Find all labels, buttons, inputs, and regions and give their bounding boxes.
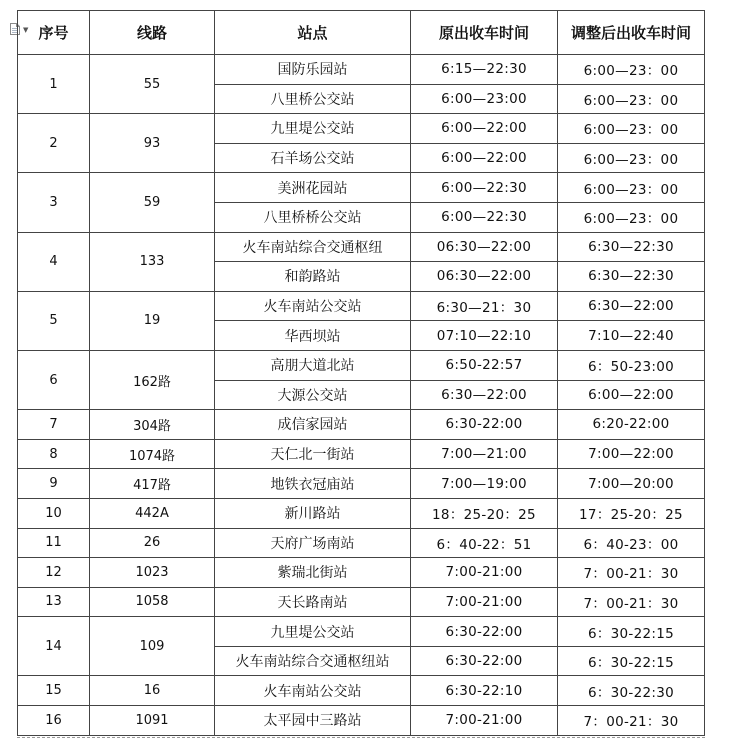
cell-route: 93	[90, 114, 215, 173]
cell-seq: 14	[18, 617, 90, 676]
table-row	[18, 498, 705, 528]
table-row	[18, 587, 705, 617]
cell-route: 1074路	[90, 439, 215, 469]
cell-stop: 天府广场南站	[215, 528, 411, 558]
cell-stop: 八里桥桥公交站	[215, 202, 411, 232]
cell-seq: 15	[18, 676, 90, 706]
cell-new-time: 6:30—22:00	[558, 291, 705, 321]
cell-seq: 13	[18, 587, 90, 617]
cell-route: 162路	[90, 350, 215, 409]
cell-stop: 石羊场公交站	[215, 143, 411, 173]
cell-orig-time: 6:30-22:10	[411, 676, 558, 706]
cell-stop: 华西坝站	[215, 321, 411, 351]
cell-route: 55	[90, 55, 215, 114]
table-row	[18, 173, 705, 203]
cell-route: 304路	[90, 410, 215, 440]
cell-stop: 成信家园站	[215, 410, 411, 440]
cell-orig-time: 7:00-21:00	[411, 558, 558, 588]
cell-seq: 1	[18, 55, 90, 114]
header-seq: 序号	[18, 11, 90, 55]
cell-route: 133	[90, 232, 215, 291]
header-stop: 站点	[215, 11, 411, 55]
cell-seq: 10	[18, 498, 90, 528]
cell-new-time: 6:00—23：00	[558, 114, 705, 144]
cell-stop: 高朋大道北站	[215, 350, 411, 380]
table-row	[18, 469, 705, 499]
cell-new-time: 17：25-20：25	[558, 498, 705, 528]
table-row	[18, 350, 705, 380]
cell-new-time: 6:30—22:30	[558, 232, 705, 262]
cell-new-time: 6:00—23：00	[558, 55, 705, 85]
cell-new-time: 6:00—22:00	[558, 380, 705, 410]
cell-new-time: 7：00-21：30	[558, 706, 705, 736]
cell-stop: 太平园中三路站	[215, 706, 411, 736]
header-route: 线路	[90, 11, 215, 55]
cell-orig-time: 6:30-22:00	[411, 617, 558, 647]
cell-orig-time: 6:30—21：30	[411, 291, 558, 321]
cell-new-time: 6:00—23：00	[558, 202, 705, 232]
cell-orig-time: 07:10—22:10	[411, 321, 558, 351]
cell-new-time: 6：30-22:30	[558, 676, 705, 706]
table-row	[18, 232, 705, 262]
cell-seq: 5	[18, 291, 90, 350]
table-row	[18, 410, 705, 440]
cell-stop: 新川路站	[215, 498, 411, 528]
cell-new-time: 7：00-21：30	[558, 587, 705, 617]
cell-new-time: 7:00—22:00	[558, 439, 705, 469]
cell-orig-time: 6:30—22:00	[411, 380, 558, 410]
cell-new-time: 6：30-22:15	[558, 617, 705, 647]
table-row	[18, 291, 705, 321]
cell-orig-time: 6:00—22:30	[411, 202, 558, 232]
cell-stop: 和韵路站	[215, 262, 411, 292]
cell-new-time: 7:10—22:40	[558, 321, 705, 351]
cell-route: 1091	[90, 706, 215, 736]
cell-new-time: 6:30—22:30	[558, 262, 705, 292]
cell-orig-time: 7:00—19:00	[411, 469, 558, 499]
cell-route: 417路	[90, 469, 215, 499]
cell-seq: 4	[18, 232, 90, 291]
cell-stop: 火车南站综合交通枢纽站	[215, 646, 411, 676]
table-header-row	[18, 11, 705, 55]
cell-orig-time: 6:00—23:00	[411, 84, 558, 114]
cell-orig-time: 7:00-21:00	[411, 706, 558, 736]
table-row	[18, 706, 705, 736]
cell-orig-time: 6:50-22:57	[411, 350, 558, 380]
cell-stop: 地铁衣冠庙站	[215, 469, 411, 499]
cell-stop: 火车南站公交站	[215, 291, 411, 321]
cell-new-time: 6：50-23:00	[558, 350, 705, 380]
cell-stop: 九里堤公交站	[215, 617, 411, 647]
cell-stop: 火车南站综合交通枢纽	[215, 232, 411, 262]
cell-route: 16	[90, 676, 215, 706]
cell-route: 26	[90, 528, 215, 558]
cell-new-time: 6:00—23：00	[558, 143, 705, 173]
cell-new-time: 6：30-22:15	[558, 646, 705, 676]
table-row	[18, 558, 705, 588]
cell-seq: 16	[18, 706, 90, 736]
cell-stop: 天长路南站	[215, 587, 411, 617]
cell-stop: 紫瑞北街站	[215, 558, 411, 588]
cell-stop: 九里堤公交站	[215, 114, 411, 144]
cell-orig-time: 6：40-22：51	[411, 528, 558, 558]
bus-schedule-table	[17, 10, 705, 736]
cell-orig-time: 06:30—22:00	[411, 262, 558, 292]
cell-seq: 12	[18, 558, 90, 588]
table-row	[18, 617, 705, 647]
cell-orig-time: 6:00—22:30	[411, 173, 558, 203]
table-row	[18, 439, 705, 469]
cell-orig-time: 6:30-22:00	[411, 646, 558, 676]
cell-stop: 天仁北一街站	[215, 439, 411, 469]
cell-new-time: 6：40-23：00	[558, 528, 705, 558]
cell-orig-time: 6:30-22:00	[411, 410, 558, 440]
cell-stop: 国防乐园站	[215, 55, 411, 85]
cell-orig-time: 6:00—22:00	[411, 143, 558, 173]
dropdown-caret-icon[interactable]: ▼	[23, 26, 29, 34]
cell-new-time: 7:00—20:00	[558, 469, 705, 499]
cell-new-time: 7：00-21：30	[558, 558, 705, 588]
cell-orig-time: 7:00—21:00	[411, 439, 558, 469]
cell-route: 1058	[90, 587, 215, 617]
cell-orig-time: 18：25-20：25	[411, 498, 558, 528]
table-body	[18, 55, 705, 736]
cell-stop: 八里桥公交站	[215, 84, 411, 114]
table-row	[18, 676, 705, 706]
table-row	[18, 55, 705, 85]
cell-route: 59	[90, 173, 215, 232]
cell-seq: 11	[18, 528, 90, 558]
cell-route: 1023	[90, 558, 215, 588]
table-row	[18, 114, 705, 144]
cell-seq: 2	[18, 114, 90, 173]
header-orig-time: 原出收车时间	[411, 11, 558, 55]
cell-seq: 9	[18, 469, 90, 499]
cell-orig-time: 7:00-21:00	[411, 587, 558, 617]
header-new-time: 调整后出收车时间	[558, 11, 705, 55]
cell-route: 442A	[90, 498, 215, 528]
cell-new-time: 6:00—23：00	[558, 84, 705, 114]
cell-seq: 3	[18, 173, 90, 232]
cell-new-time: 6:20-22:00	[558, 410, 705, 440]
cell-route: 19	[90, 291, 215, 350]
cell-stop: 大源公交站	[215, 380, 411, 410]
cell-seq: 6	[18, 350, 90, 409]
cell-stop: 火车南站公交站	[215, 676, 411, 706]
table-row	[18, 528, 705, 558]
cell-orig-time: 06:30—22:00	[411, 232, 558, 262]
cell-seq: 8	[18, 439, 90, 469]
cell-orig-time: 6:00—22:00	[411, 114, 558, 144]
cell-orig-time: 6:15—22:30	[411, 55, 558, 85]
schedule-table-wrapper	[17, 10, 705, 736]
cell-route: 109	[90, 617, 215, 676]
cell-seq: 7	[18, 410, 90, 440]
cell-stop: 美洲花园站	[215, 173, 411, 203]
cell-new-time: 6:00—23：00	[558, 173, 705, 203]
